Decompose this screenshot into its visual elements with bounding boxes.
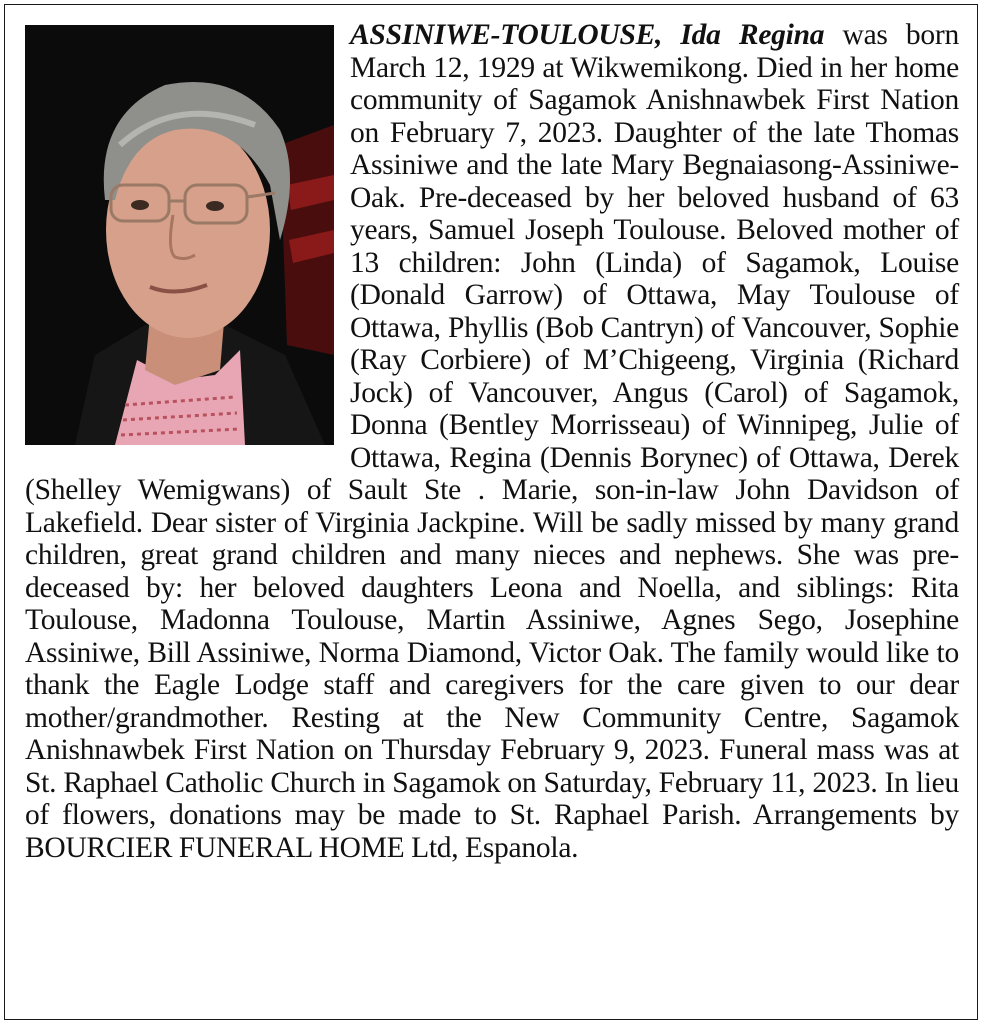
obituary-body: was born March 12, 1929 at Wikwemikong. Died in her home community of Sagamok Anishnawbek First Nation on February 7, 2023. Daughter of the late Thomas Assiniwe and the late Mary Begnaiasong-Assiniwe-Oak. Pre-deceased by her beloved husband of 63 years, Samuel Joseph Toulouse. Beloved mother of 13 children: John (Linda) of Sagamok, Louise (Donald Garrow) of Ottawa, May Toulouse of Ottawa, Phyllis (Bob Cantryn) of Vancouver, Sophie (Ray Corbiere) of M’Chigeeng, Virginia (Richard Jock) of Vancouver, Angus (Carol) of Sagamok, Donna (Bentley Morrisseau) of Winnipeg, Julie of Ottawa, Regina (Dennis Borynec) of Ottawa, Derek (Shelley Wemigwans) of Sault Ste . Marie, son-in-law John Davidson of Lakefield. Dear sister of Virginia Jackpine. Will be sadly missed by many grand children, great grand children and many nieces and nephews. She was pre-deceased by: her beloved daughters Leona and Noella, and siblings: Rita Toulouse, Madonna Toulouse, Martin Assiniwe, Agnes Sego, Josephine Assiniwe, Bill Assiniwe, Norma Diamond, Victor Oak. The family would like to thank the Eagle Lodge staff and caregivers for the care given to our dear mother/grandmother. Resting at the New Community Centre, Sagamok Anishnawbek First Nation on Thursday February 9, 2023. Funeral mass was at St. Raphael Catholic Church in Sagamok on Saturday, February 11, 2023. In lieu of flowers, donations may be made to St. Raphael Parish. Arrangements by BOURCIER FUNERAL HOME Ltd, Espanola.: [25, 19, 959, 864]
portrait-photo: [25, 25, 334, 445]
deceased-name: ASSINIWE-TOULOUSE, Ida Regina: [350, 19, 825, 51]
obituary-notice: [4, 4, 978, 1020]
